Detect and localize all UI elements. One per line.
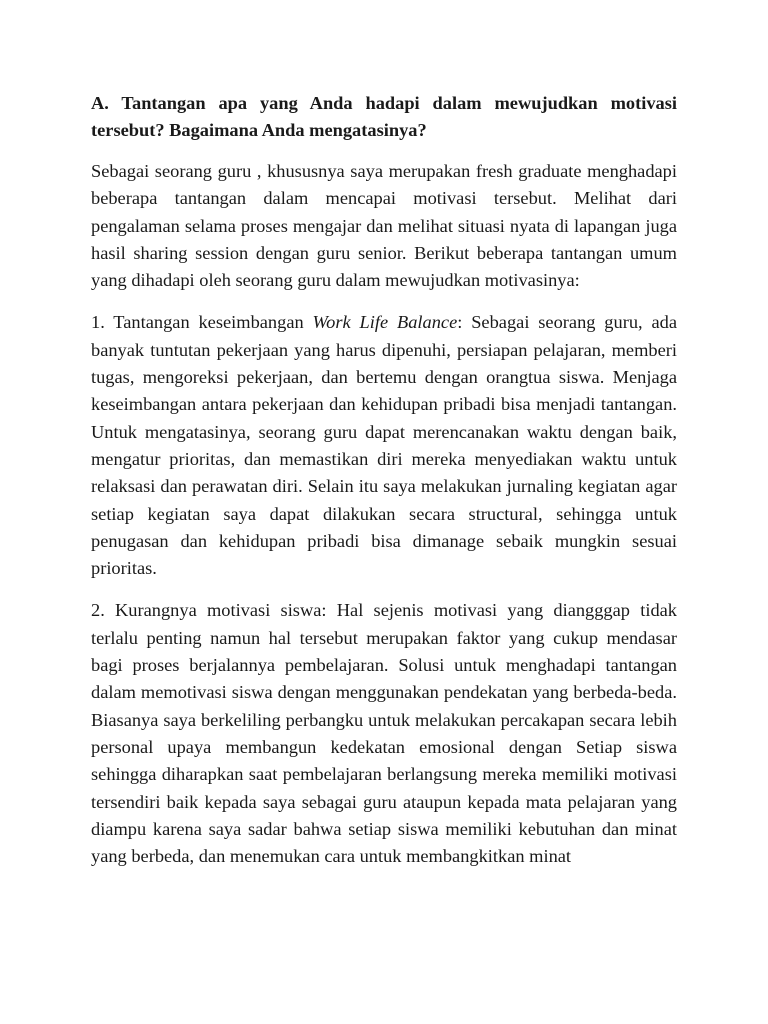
intro-paragraph: Sebagai seorang guru , khususnya saya merupakan fresh graduate menghadapi beberapa tantangan dalam mencapai motivasi tersebut. Melihat dari pengalaman selama proses mengajar dan melihat situasi nyata di lapangan juga hasil sharing session dengan guru senior. Berikut beberapa tantangan umum yang dihadapi oleh seorang guru dalam mewujudkan motivasinya: <box>91 161 677 291</box>
point-1-italic-term: Work Life Balance <box>312 312 458 333</box>
point-1-prefix: 1. Tantangan keseimbangan <box>91 312 313 333</box>
point-1-paragraph <box>91 309 677 582</box>
section-heading: A. Tantangan apa yang Anda hadapi dalam mewujudkan motivasi tersebut? Bagaimana Anda mengatasinya? <box>91 93 677 140</box>
point-2-paragraph: 2. Kurangnya motivasi siswa: Hal sejenis motivasi yang diangggap tidak terlalu penting namun hal tersebut merupakan faktor yang cukup mendasar bagi proses berjalannya pembelajaran. Solusi untuk menghadapi tantangan dalam memotivasi siswa dengan menggunakan pendekatan yang berbeda-beda. Biasanya saya berkeliling perbangku untuk melakukan percakapan secara lebih personal upaya membangun kedekatan emosional dengan Setiap siswa sehingga diharapkan saat pembelajaran berlangsung mereka memiliki motivasi tersendiri baik kepada saya sebagai guru ataupun kepada mata pelajaran yang diampu karena saya sadar bahwa setiap siswa memiliki kebutuhan dan minat yang berbeda, dan menemukan cara untuk membangkitkan minat <box>91 600 677 867</box>
point-1-text: : Sebagai seorang guru, ada banyak tuntutan pekerjaan yang harus dipenuhi, persiapan pelajaran, memberi tugas, mengoreksi pekerjaan, dan bertemu dengan orangtua siswa. Menjaga keseimbangan antara pekerjaan dan kehidupan pribadi bisa menjadi tantangan. Untuk mengatasinya, seorang guru dapat merencanakan waktu dengan baik, mengatur prioritas, dan memastikan diri mereka menyediakan waktu untuk relaksasi dan perawatan diri. Selain itu saya melakukan jurnaling kegiatan agar setiap kegiatan saya dapat dilakukan secara structural, sehingga untuk penugasan dan kehidupan pribadi bisa dimanage sebaik mungkin sesuai prioritas. <box>91 312 677 579</box>
